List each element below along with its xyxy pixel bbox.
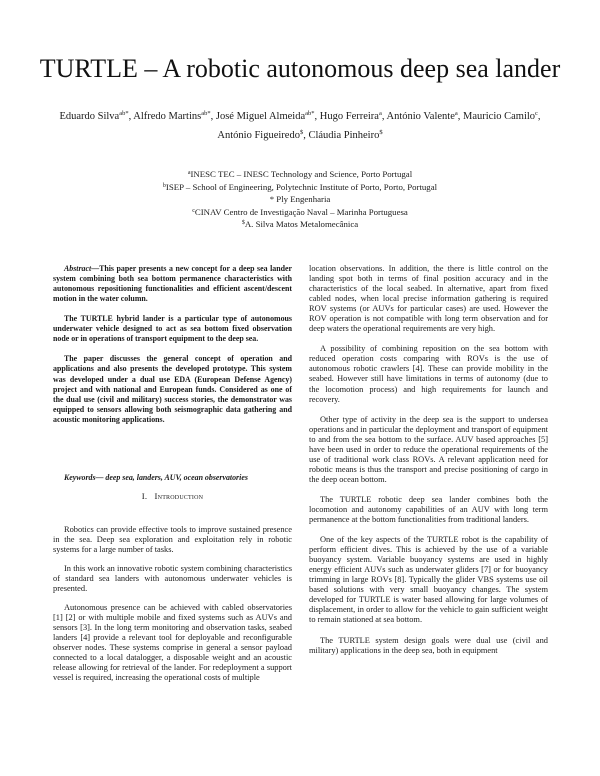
body-paragraph: Other type of activity in the deep sea is the support to undersea operations and in particular the deployment and transport of equipment to and from the sea bottom to the surface. AUV based approaches [5] have been used in order to reduce the operational requirements of the use of traditional work class ROVs. A relevant application need for robotic means is thus the transport and precise positioning of cargo in the deep ocean bottom. [309,414,548,484]
paper-title: TURTLE – A robotic autonomous deep sea lander [39,54,561,83]
keywords: Keywords— deep sea, landers, AUV, ocean observatories [64,472,248,482]
section-heading: I. Introduction [141,490,204,501]
body-paragraph: A possibility of combining reposition on the sea bottom with reduced operation costs comparing with ROVs is the use of autonomous robotic crawlers [4]. These can provide mobility in the seabed. However still have limitations in terms of autonomy (due to the locomotion process) and high requirements for launch and recovery. [309,344,548,404]
affiliation-list [100,168,500,231]
author: António Valente$^a$, [386,110,461,122]
affiliation: * Ply Engenharia [269,194,331,205]
author: José Miguel Almeida$^{ab*}$, [215,110,318,122]
body-paragraph: location observations. In addition, the there is little control on the landing spot both in terms of final position accuracy and in the characteristics of the local seabed. In alternative, apart from fixed cabled nodes, when local precise information gathering is required ROV systems (or AUVs for particular cases) are used. However the ROV operation is not compatible with long term observation and for deep waters the operational requirements are very high. [309,264,548,334]
author: Eduardo Silva$^{ab*}$, [59,110,132,122]
abstract [53,264,292,425]
body-paragraph: The TURTLE system design goals were dual use (civil and military) applications in the deep sea, both in equipment [309,635,548,655]
left-column [53,264,292,693]
body-paragraph: The TURTLE robotic deep sea lander combines both the locomotion and autonomy capabilities of an AUV with long term permanence at the bottom functionalities from traditional landers. [309,494,548,525]
abstract-paragraph: The paper discusses the general concept of operation and applications and also presents the developed prototype. This system was developed under a dual use EDA (European Defense Agency) project and with national and European funds. Considered as one of the dual use (civil and military) success stories, the demonstrator was equipped to sensors allowing both seismographic data gathering and acoustic monitoring applications. [53,354,292,424]
author-list [50,107,550,145]
affiliation: $^a$INESC TEC – INESC Technology and Science, Porto Portugal [187,169,413,179]
abstract-paragraph: The TURTLE hybrid lander is a particular type of autonomous underwater vehicle designed to act as sea bottom fixed observation node or in operations of transport equipment to the deep sea. [53,314,292,344]
affiliation: $A. Silva Matos Metalomecânica [241,219,359,230]
body-paragraph: One of the key aspects of the TURTLE robot is the capability of perform efficient dives. This is achieved by the use of a variable buoyancy system. Variable buoyancy systems are used in highly energy efficient AUVs such as underwater gliders [7] or for buoyancy trimming in large ROVs [8]. Typically the glider VBS systems use oil based solutions with very small buoyancy changes. The system developed for TURTLE is water based allowing for large volumes of displacement, in order to allow for the vehicle to gain sufficient weight to remain stationed at sea bottom. [309,535,548,625]
author: António Figueiredo$, [217,129,306,141]
body-paragraph: Autonomous presence can be achieved with cabled observatories [1] [2] or with multiple mobile and fixed systems such as AUVs and sensors [3]. In the long term monitoring and observation tasks, seabed landers [4] provide a relevant tool for deployable and reconfigurable observer nodes. These systems comprise in general a sensor payload connected to a local datalogger, a disposable weight and an acoustic release allowing for retrieval of the lander. For redeployment a support vessel is required, increasing the operational costs of multiple [53,603,292,683]
body-paragraph: Robotics can provide effective tools to improve sustained presence in the sea. Deep sea exploration and exploitation rely in robotic systems for a large number of tasks. [53,524,292,554]
author: Hugo Ferreira$^a$, [319,110,385,122]
affiliation: $^b$ISEP – School of Engineering, Polytechnic Institute of Porto, Porto, Portugal [162,181,438,192]
right-column [309,264,548,666]
affiliation: $^c$CINAV Centro de Investigação Naval – Marinha Portuguesa [192,206,408,217]
author: Cláudia Pinheiro$ [308,129,383,141]
author: Alfredo Martins$^{ab*}$, [133,110,214,122]
left-body [53,525,292,684]
body-paragraph: In this work an innovative robotic system combining characteristics of standard sea landers with autonomous underwater vehicles is presented. [53,563,292,594]
abstract-paragraph: Abstract—This paper presents a new concept for a deep sea lander system combining both sea bottom permanence characteristics with autonomous repositioning functionalities and efficient ascent/descent motion in the water column. [53,264,292,304]
author: Mauricio Camilo$^c$, [463,110,541,122]
